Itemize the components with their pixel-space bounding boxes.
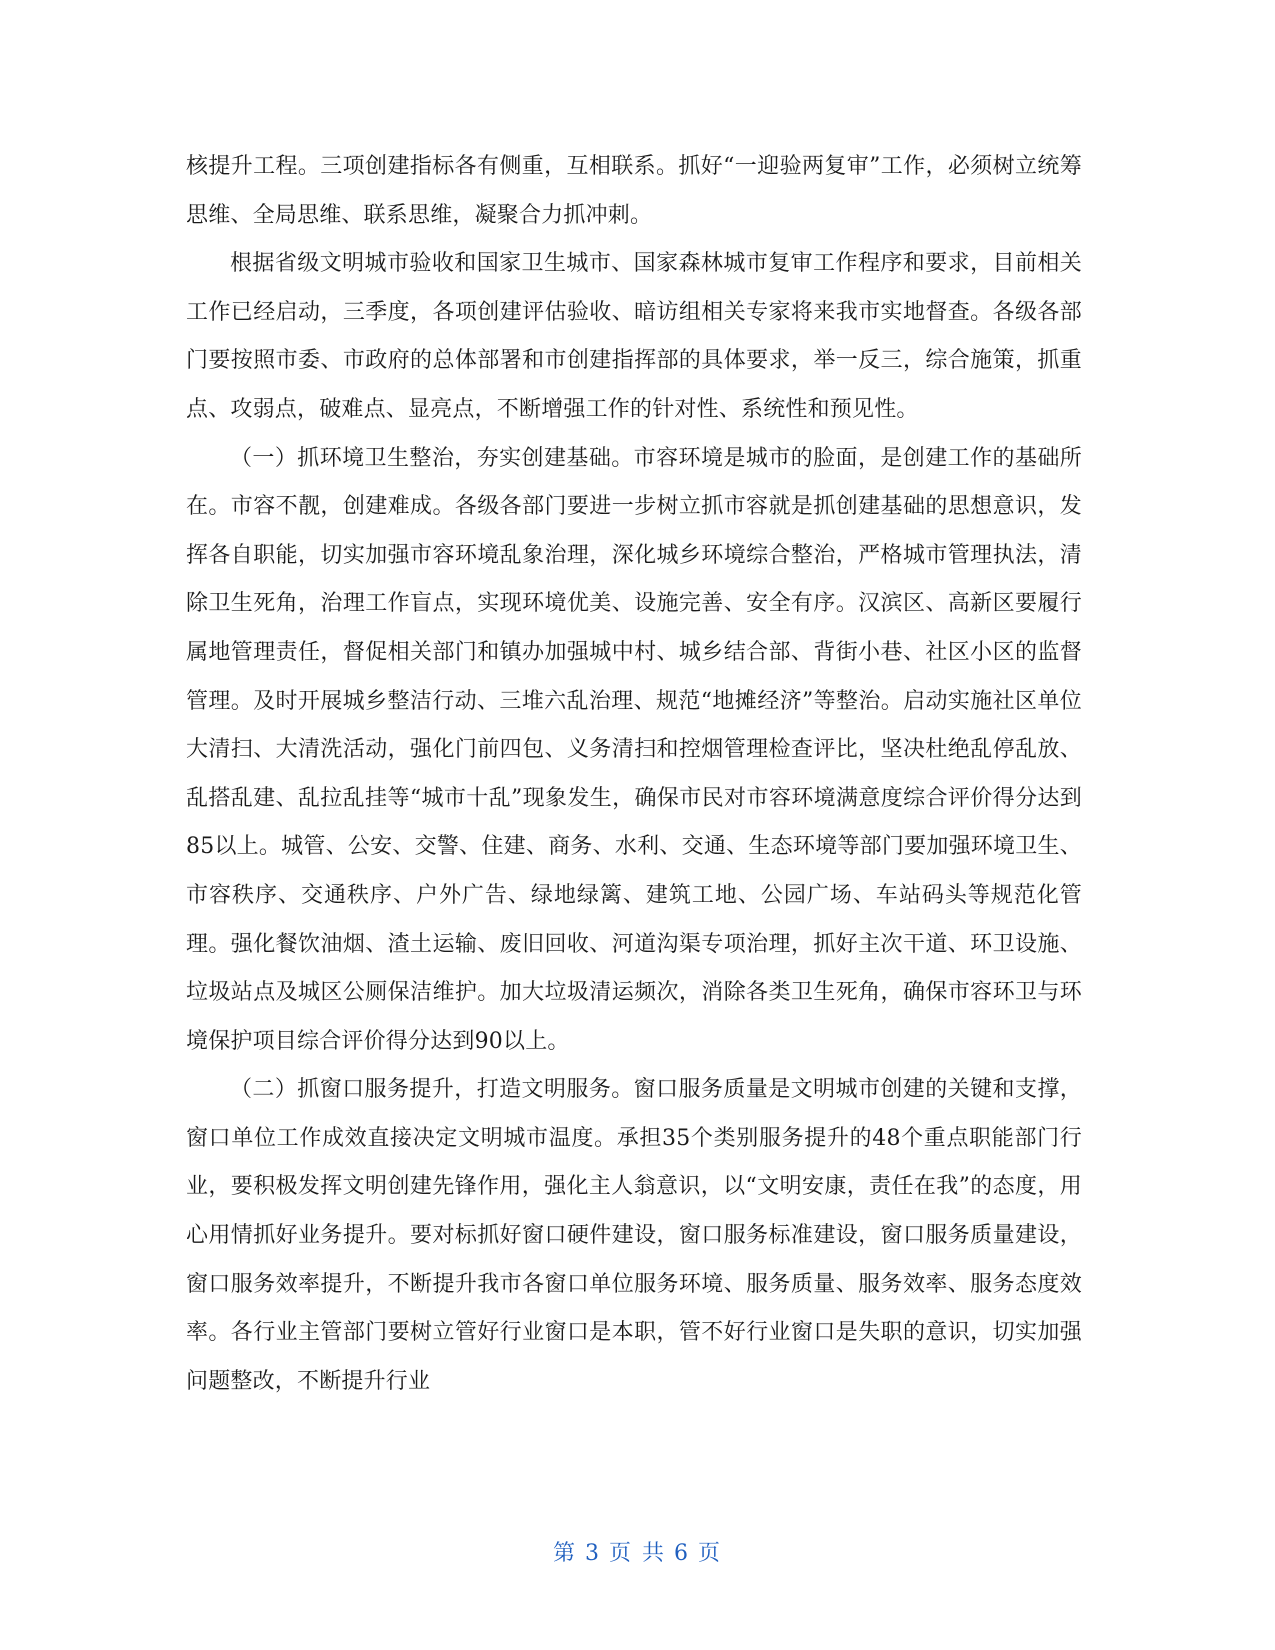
footer-middle: 页 共 [609,1541,666,1566]
footer-current-page: 3 [585,1541,601,1566]
paragraph-window-service: （二）抓窗口服务提升，打造文明服务。窗口服务质量是文明城市创建的关键和支撑，窗口单位工作成效直接决定文明城市温度。承担35个类别服务提升的48个重点职能部门行业，要积极发挥文明创建先锋作用，强化主人翁意识，以“文明安康，责任在我”的态度，用心用情抓好业务提升。要对标抓好窗口硬件建设，窗口服务标准建设，窗口服务质量建设，窗口服务效率提升，不断提升我市各窗口单位服务环境、服务质量、服务效率、服务态度效率。各行业主管部门要树立管好行业窗口是本职，管不好行业窗口是失职的意识，切实加强问题整改，不断提升行业 [186,1077,1082,1394]
paragraph-review-procedure: 根据省级文明城市验收和国家卫生城市、国家森林城市复审工作程序和要求，目前相关工作已经启动，三季度，各项创建评估验收、暗访组相关专家将来我市实地督查。各级各部门要按照市委、市政府的总体部署和市创建指挥部的具体要求，举一反三，综合施策，抓重点、攻弱点，破难点、显亮点，不断增强工作的针对性、系统性和预见性。 [186,251,1082,422]
footer-suffix: 页 [698,1541,723,1566]
paragraph-continuation: 核提升工程。三项创建指标各有侧重，互相联系。抓好“一迎验两复审”工作，必须树立统筹思维、全局思维、联系思维，凝聚合力抓冲刺。 [186,154,1082,228]
footer-prefix: 第 [552,1541,577,1566]
document-body [186,143,1082,1406]
footer-total-pages: 6 [674,1541,690,1566]
paragraph-environment-sanitation: （一）抓环境卫生整治，夯实创建基础。市容环境是城市的脸面，是创建工作的基础所在。市容不靓，创建难成。各级各部门要进一步树立抓市容就是抓创建基础的思想意识，发挥各自职能，切实加强市容环境乱象治理，深化城乡环境综合整治，严格城市管理执法，清除卫生死角，治理工作盲点，实现环境优美、设施完善、安全有序。汉滨区、高新区要履行属地管理责任，督促相关部门和镇办加强城中村、城乡结合部、背街小巷、社区小区的监督管理。及时开展城乡整洁行动、三堆六乱治理、规范“地摊经济”等整治。启动实施社区单位大清扫、大清洗活动，强化门前四包、义务清扫和控烟管理检查评比，坚决杜绝乱停乱放、乱搭乱建、乱拉乱挂等“城市十乱”现象发生，确保市民对市容环境满意度综合评价得分达到85以上。城管、公安、交警、住建、商务、水利、交通、生态环境等部门要加强环境卫生、市容秩序、交通秩序、户外广告、绿地绿篱、建筑工地、公园广场、车站码头等规范化管理。强化餐饮油烟、渣土运输、废旧回收、河道沟渠专项治理，抓好主次干道、环卫设施、垃圾站点及城区公厕保洁维护。加大垃圾清运频次，消除各类卫生死角，确保市容环卫与环境保护项目综合评价得分达到90以上。 [186,445,1082,1054]
page-number-footer [0,1536,1275,1567]
